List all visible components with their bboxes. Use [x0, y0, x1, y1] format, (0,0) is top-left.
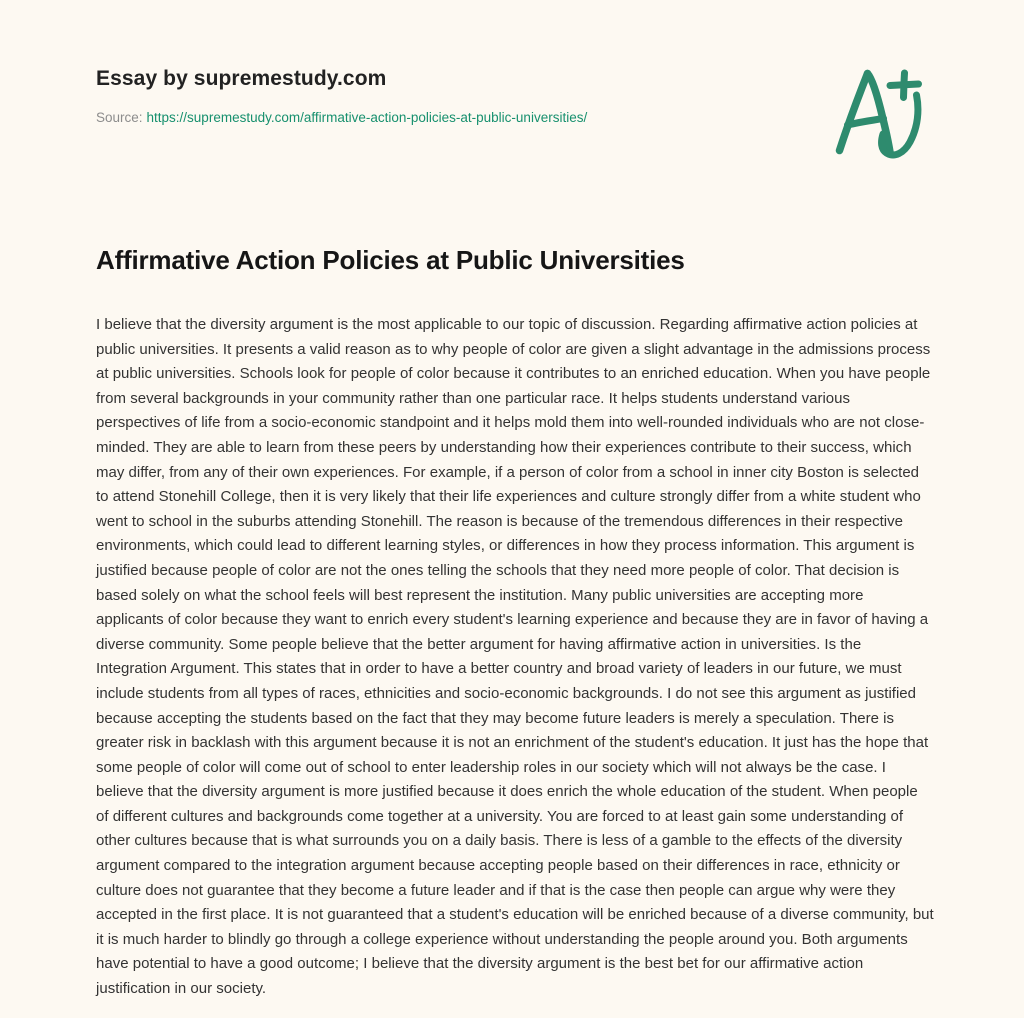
article	[96, 243, 934, 1002]
a-plus-logo	[826, 64, 930, 166]
brand-title: Essay by supremestudy.com	[96, 67, 387, 90]
source-link[interactable]: https://supremestudy.com/affirmative-action-policies-at-public-universities/	[146, 110, 588, 125]
a-plus-logo-icon	[826, 64, 930, 166]
source-row	[96, 109, 944, 127]
source-label: Source:	[96, 110, 143, 125]
page-title: Affirmative Action Policies at Public Universities	[96, 245, 685, 275]
page-header	[96, 66, 944, 127]
article-body-text: I believe that the diversity argument is the most applicable to our topic of discussion. Regarding affirmative action policies at public universities. It presents a valid reason as to why people of color are given a slight advantage in the admissions process at public universities. Schools look for people of color because it contributes to an enriched education. When you have people from several backgrounds in your community rather than one particular race. It helps students understand various perspectives of life from a socio-economic standpoint and it helps mold them into well-rounded individuals who are not close-minded. They are able to learn from these peers by understanding how their experiences contribute to their success, which may differ, from any of their own experiences. For example, if a person of color from a school in inner city Boston is selected to attend Stonehill College, then it is very likely that their life experiences and culture strongly differ from a white student who went to school in the suburbs attending Stonehill. The reason is because of the tremendous differences in their respective environments, which could lead to different learning styles, or differences in how they process information. This argument is justified because people of color are not the ones telling the schools that they need more people of color. That decision is based solely on what the school feels will best represent the institution. Many public universities are accepting more applicants of color because they want to enrich every student's learning experience and because they are in favor of having a diverse community. Some people believe that the better argument for having affirmative action in universities. Is the Integration Argument. This states that in order to have a better country and broad variety of leaders in our future, we must include students from all types of races, ethnicities and socio-economic backgrounds. I do not see this argument as justified because accepting the students based on the fact that they may become future leaders is merely a speculation. There is greater risk in backlash with this argument because it is not an enrichment of the student's education. It just has the hope that some people of color will come out of school to enter leadership roles in our society which will not always be the case. I believe that the diversity argument is more justified because it does enrich the whole education of the student. When people of different cultures and backgrounds come together at a university. You are forced to at least gain some understanding of other cultures because that is what surrounds you on a daily basis. There is less of a gamble to the effects of the diversity argument compared to the integration argument because accepting people based on their differences in race, ethnicity or culture does not guarantee that they become a future leader and if that is the case then people can argue why were they accepted in the first place. It is not guaranteed that a student's education will be enriched because of a diverse community, but it is much harder to blindly go through a college experience without understanding the people around you. Both arguments have potential to have a good outcome; I believe that the diversity argument is the best bet for our affirmative action justification in our society.	[96, 316, 934, 998]
